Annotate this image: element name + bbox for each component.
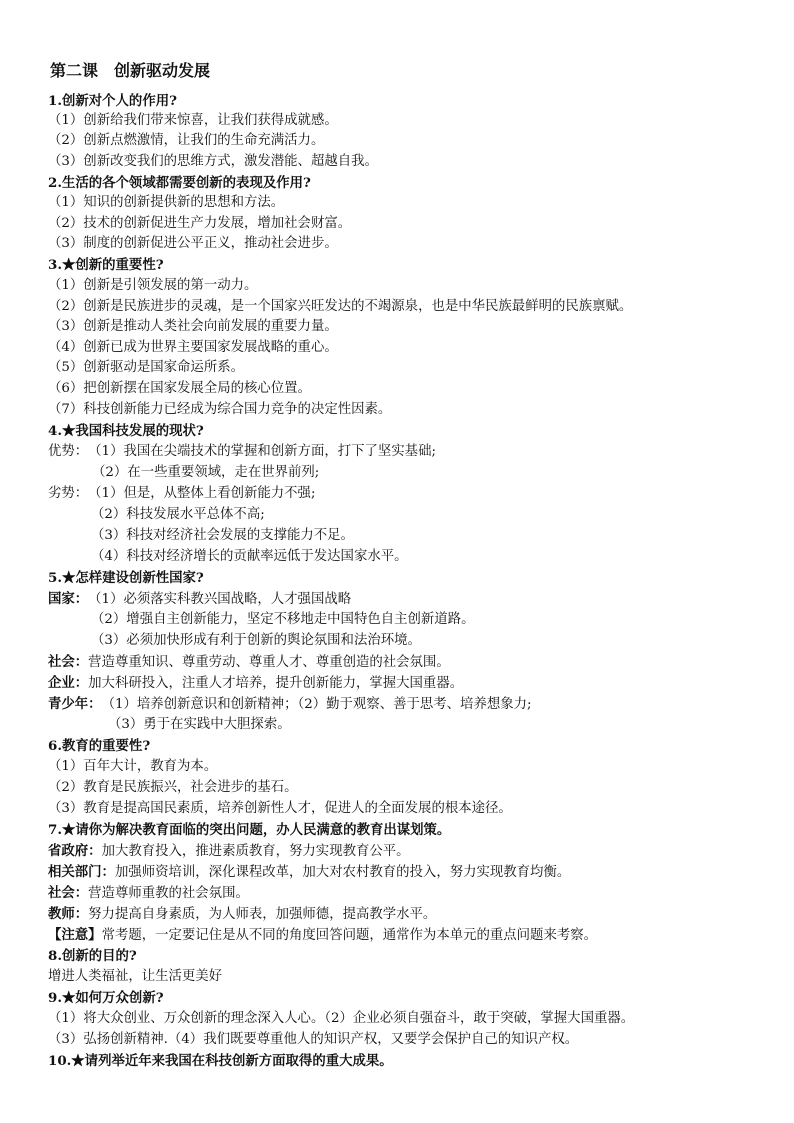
section-3-line-5: （5）创新驱动是国家命运所系。 [48,360,244,375]
section-6-line-3: （3）教育是提高国民素质，培养创新性人才，促进人的全面发展的根本途径。 [48,801,512,816]
section-9-line-1: （1）将大众创业、万众创新的理念深入人心。（2）企业必须自强奋斗，敢于突破，掌握大国重器。 [48,1011,635,1026]
teacher-label: 教师： [48,906,89,922]
country-label: 国家： [48,591,89,607]
section-2-heading: 2.生活的各个领域都需要创新的表现及作用? [48,175,311,191]
youth-row-1 [48,695,532,714]
section-6-line-1: （1）百年大计，教育为本。 [48,759,218,774]
section-1-line-2: （2）创新点燃激情，让我们的生命充满活力。 [48,133,325,148]
section-3-heading: 3.★创新的重要性? [48,257,164,273]
youth-line-1: （1）培养创新意识和创新精神；（2）勤于观察、善于思考、培养想象力; [101,697,532,712]
section-2-line-3: （3）制度的创新促进公平正义，推动社会进步。 [48,236,338,251]
disadvantage-line-4: （4）科技对经济增长的贡献率远低于发达国家水平。 [91,549,408,564]
enterprise-row [48,674,463,693]
section-3-line-1: （1）创新是引领发展的第一动力。 [48,278,258,293]
disadvantage-line-3: （3）科技对经济社会发展的支撑能力不足。 [91,528,354,543]
section-7-heading: 7.★请你为解决教育面临的突出问题，办人民满意的教育出谋划策。 [48,822,451,838]
section-7-society-row [48,884,249,903]
gov-row [48,842,410,861]
section-8-line-1: 增进人类福祉，让生活更美好 [48,969,223,984]
disadvantage-row-1 [48,485,315,503]
country-line-3: （3）必须加快形成有利于创新的舆论氛围和法治环境。 [91,633,421,648]
section-8-heading: 8.创新的目的? [48,948,137,964]
disadvantage-label: 劣势： [48,486,89,501]
advantage-line-2: （2）在一些重要领域，走在世界前列; [92,465,320,480]
disadvantage-line-1: （1）但是，从整体上看创新能力不强; [88,486,316,501]
society-text: 营造尊重知识、尊重劳动、尊重人才、尊重创造的社会氛围。 [88,655,450,670]
section-4-heading: 4.★我国科技发展的现状? [48,423,204,439]
note-label: 【注意】 [48,927,102,943]
society-label: 社会： [48,654,89,670]
country-line-1: （1）必须落实科教兴国战略，人才强国战略 [88,592,352,607]
advantage-line-1: （1）我国在尖端技术的掌握和创新方面，打下了坚实基础; [88,444,436,459]
teacher-text: 努力提高自身素质，为人师表，加强师德，提高教学水平。 [88,907,437,922]
section-2-line-1: （1）知识的创新提供新的思想和方法。 [48,195,285,210]
dept-row [48,863,570,882]
section-3-line-4: （4）创新已成为世界主要国家发展战略的重心。 [48,340,338,355]
country-row-1 [48,590,351,609]
section-5-heading: 5.★怎样建设创新性国家? [48,570,204,586]
dept-text: 加强师资培训，深化课程改革，加大对农村教育的投入，努力实现教育均衡。 [114,865,571,880]
section-7-society-text: 营造尊师重教的社会氛围。 [88,886,249,901]
enterprise-text: 加大科研投入，注重人才培养，提升创新能力，掌握大国重器。 [88,676,464,691]
section-2-line-2: （2）技术的创新促进生产力发展，增加社会财富。 [48,216,352,231]
disadvantage-line-2: （2）科技发展水平总体不高; [91,507,265,522]
section-10-heading: 10.★请列举近年来我国在科技创新方面取得的重大成果。 [48,1053,393,1069]
country-line-2: （2）增强自主创新能力，坚定不移地走中国特色自主创新道路。 [91,612,475,627]
section-1-line-1: （1）创新给我们带来惊喜，让我们获得成就感。 [48,113,338,128]
note-text: 常考题，一定要记住是从不同的角度回答问题，通常作为本单元的重点问题来考察。 [101,928,598,943]
dept-label: 相关部门： [48,864,115,880]
gov-text: 加大教育投入，推进素质教育，努力实现教育公平。 [101,844,410,859]
section-3-line-2: （2）创新是民族进步的灵魂，是一个国家兴旺发达的不竭源泉，也是中华民族最鲜明的民族禀赋。 [48,299,633,314]
page-title: 第二课 创新驱动发展 [50,61,211,80]
section-6-heading: 6.教育的重要性? [48,738,151,754]
society-row [48,653,450,672]
section-3-line-3: （3）创新是推动人类社会向前发展的重要力量。 [48,319,338,334]
section-3-line-7: （7）科技创新能力已经成为综合国力竞争的决定性因素。 [48,402,392,417]
youth-label: 青少年： [48,696,102,712]
section-6-line-2: （2）教育是民族振兴，社会进步的基石。 [48,780,298,795]
note-row [48,926,597,945]
enterprise-label: 企业： [48,675,89,691]
advantage-label: 优势： [48,444,89,459]
teacher-row [48,905,436,924]
section-1-heading: 1.创新对个人的作用? [48,93,177,109]
section-7-society-label: 社会： [48,885,89,901]
youth-line-2: （3）勇于在实践中大胆探索。 [108,717,291,732]
section-3-line-6: （6）把创新摆在国家发展全局的核心位置。 [48,381,311,396]
gov-label: 省政府： [48,843,102,859]
section-9-heading: 9.★如何万众创新? [48,990,164,1006]
section-1-line-3: （3）创新改变我们的思维方式，激发潜能、超越自我。 [48,154,378,169]
section-9-line-2: （3）弘扬创新精神.（4）我们既要尊重他人的知识产权，又要学会保护自己的知识产权。 [48,1032,579,1047]
advantage-row-1 [48,443,436,461]
